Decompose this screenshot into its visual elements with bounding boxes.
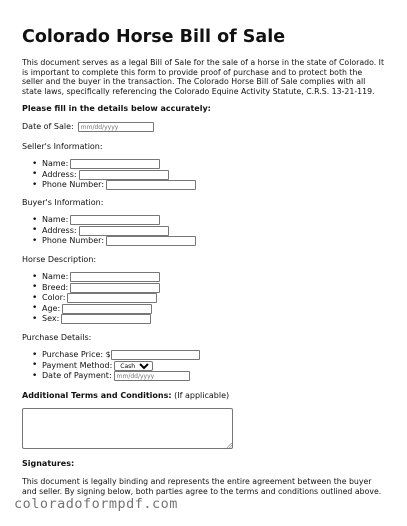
instruction-text: Please fill in the details below accurately: bbox=[22, 104, 211, 113]
buyer-phone-label: • Phone Number: bbox=[42, 236, 105, 246]
terms-heading-note: (If applicable) bbox=[174, 391, 230, 400]
seller-address-label: • Address: bbox=[42, 169, 77, 179]
payment-method-label: • Payment Method: bbox=[42, 360, 113, 370]
resize-grip-icon[interactable] bbox=[227, 443, 232, 448]
buyer-address-input[interactable] bbox=[79, 226, 169, 236]
buyer-name-item bbox=[32, 215, 196, 226]
horse-name-input[interactable] bbox=[70, 272, 160, 282]
buyer-address-item bbox=[32, 226, 196, 237]
seller-address-item bbox=[32, 170, 196, 181]
purchase-list bbox=[32, 350, 200, 382]
seller-address-input[interactable] bbox=[79, 170, 169, 180]
horse-list bbox=[32, 272, 160, 325]
seller-list bbox=[32, 159, 196, 191]
buyer-phone-input[interactable] bbox=[106, 236, 196, 246]
date-of-sale-input[interactable] bbox=[78, 122, 154, 132]
horse-age-item bbox=[32, 304, 160, 315]
date-of-sale-label: Date of Sale: bbox=[22, 122, 74, 131]
watermark: coloradoformpdf.com bbox=[14, 496, 178, 512]
payment-date-input[interactable] bbox=[114, 371, 190, 381]
buyer-address-label: • Address: bbox=[42, 225, 77, 235]
horse-sex-label: • Sex: bbox=[42, 314, 60, 324]
seller-heading: Seller's Information: bbox=[22, 142, 103, 151]
payment-date-label: • Date of Payment: bbox=[42, 371, 112, 381]
page-title: Colorado Horse Bill of Sale bbox=[22, 27, 286, 47]
signatures-heading: Signatures: bbox=[22, 459, 75, 468]
purchase-price-input[interactable] bbox=[111, 350, 200, 360]
purchase-heading: Purchase Details: bbox=[22, 333, 92, 342]
seller-name-label: • Name: bbox=[42, 159, 69, 169]
payment-method-select[interactable] bbox=[114, 361, 153, 371]
horse-breed-item bbox=[32, 283, 160, 294]
horse-breed-input[interactable] bbox=[70, 283, 160, 293]
horse-color-input[interactable] bbox=[67, 293, 157, 303]
seller-phone-item bbox=[32, 180, 196, 191]
terms-heading-label: Additional Terms and Conditions: bbox=[22, 391, 172, 400]
horse-name-label: • Name: bbox=[42, 272, 69, 282]
horse-color-label: • Color: bbox=[42, 293, 66, 303]
horse-sex-item bbox=[32, 314, 160, 325]
purchase-price-label: • Purchase Price: $ bbox=[42, 350, 111, 360]
buyer-phone-item bbox=[32, 236, 196, 247]
buyer-list bbox=[32, 215, 196, 247]
horse-sex-input[interactable] bbox=[61, 314, 151, 324]
buyer-name-label: • Name: bbox=[42, 215, 69, 225]
payment-method-item bbox=[32, 361, 200, 372]
seller-name-item bbox=[32, 159, 196, 170]
intro-paragraph: This document serves as a legal Bill of Sale for the sale of a horse in the state of Colorado. It is important to complete this form to provide proof of purchase and to protect both the seller and the buyer in the transaction. The Colorado Horse Bill of Sale complies with all state laws, specifically referencing the Colorado Equine Activity Statute, C.R.S. 13-21-119. bbox=[22, 58, 385, 97]
additional-terms-textarea[interactable] bbox=[22, 408, 233, 449]
seller-phone-input[interactable] bbox=[106, 180, 196, 190]
payment-date-item bbox=[32, 371, 200, 382]
buyer-name-input[interactable] bbox=[70, 215, 160, 225]
horse-age-label: • Age: bbox=[42, 303, 61, 313]
horse-name-item bbox=[32, 272, 160, 283]
date-of-sale-row bbox=[22, 122, 154, 132]
terms-heading bbox=[22, 391, 229, 401]
horse-breed-label: • Breed: bbox=[42, 282, 69, 292]
seller-phone-label: • Phone Number: bbox=[42, 180, 105, 190]
horse-age-input[interactable] bbox=[62, 304, 152, 314]
horse-heading: Horse Description: bbox=[22, 255, 97, 264]
signatures-text: This document is legally binding and represents the entire agreement between the buyer and seller. By signing below, both parties agree to the terms and conditions outlined above. bbox=[22, 477, 382, 496]
buyer-heading: Buyer's Information: bbox=[22, 198, 104, 207]
horse-color-item bbox=[32, 293, 160, 304]
purchase-price-item bbox=[32, 350, 200, 361]
seller-name-input[interactable] bbox=[70, 159, 160, 169]
